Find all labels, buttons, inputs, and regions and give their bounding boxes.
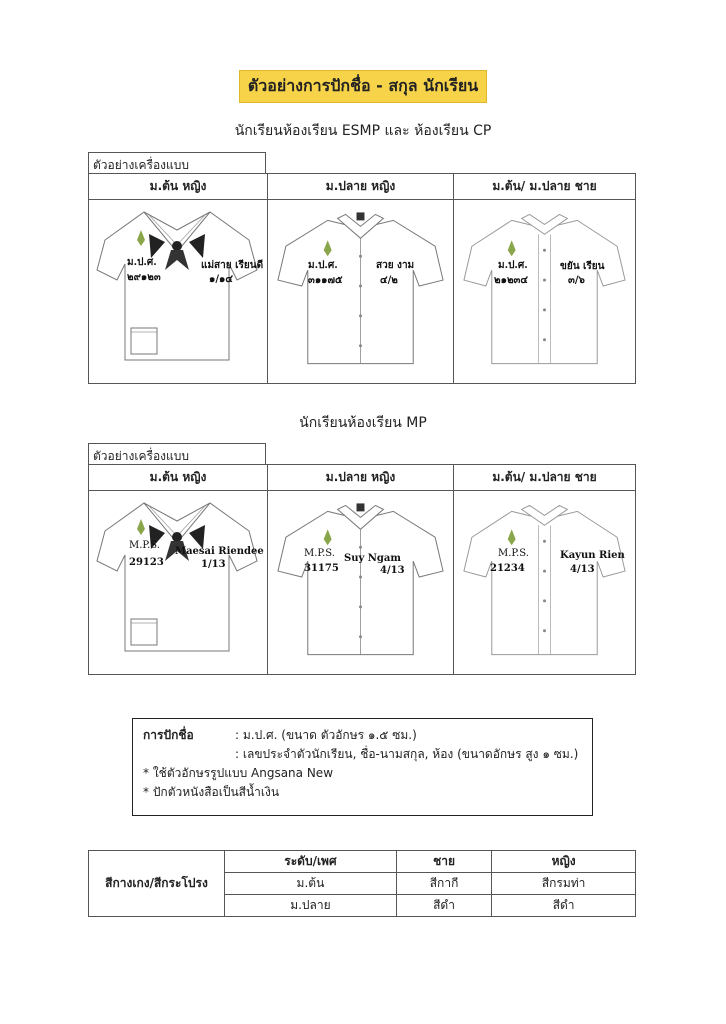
shirt-student-name: Maesai Riendee [175, 546, 264, 557]
section2-col-male: ม.ต้น/ ม.ปลาย ชาย [453, 465, 635, 491]
shirt-room: ๓/๖ [568, 275, 585, 286]
color-table-header-level: ระดับ/เพศ [225, 851, 397, 873]
shirt-room: ๔/๒ [380, 275, 398, 286]
shirt-student-name: Kayun Rien [560, 550, 625, 561]
color-table-header-female: หญิง [492, 851, 636, 873]
male-shirt-illustration [454, 491, 635, 674]
color-table-cell: ม.ปลาย [225, 895, 397, 917]
page-title-wrap [0, 70, 726, 103]
shirt-room: ๑/๑๔ [209, 274, 233, 285]
shirt-room: 4/13 [380, 565, 405, 576]
shirt-student-id: 29123 [129, 557, 164, 568]
section1-shirt-upper-female [267, 200, 453, 383]
section1-shirt-male [453, 200, 635, 383]
shirt-school-abbr: M.P.S. [304, 548, 335, 559]
section2-col-lower-female: ม.ต้น หญิง [89, 465, 267, 491]
shirt-room: 4/13 [570, 564, 595, 575]
section2-col-upper-female: ม.ปลาย หญิง [267, 465, 453, 491]
shirt-student-name: สวย งาม [376, 260, 415, 271]
shirt-student-id: ๒๑๒๓๔ [494, 275, 528, 286]
shirt-student-id: ๒๙๑๒๓ [127, 272, 161, 283]
pants-skirt-color-table [88, 850, 636, 917]
embroidery-line-details: : เลขประจำตัวนักเรียน, ชื่อ-นามสกุล, ห้อง (ขนาดอักษร สูง ๑ ซม.) [235, 747, 579, 761]
section1-col-lower-female: ม.ต้น หญิง [89, 174, 267, 200]
color-table-cell: สีดำ [396, 895, 491, 917]
color-table-cell: สีดำ [492, 895, 636, 917]
embroidery-line-school: : ม.ป.ศ. (ขนาด ตัวอักษร ๑.๕ ซม.) [235, 728, 417, 742]
shirt-school-abbr: ม.ป.ศ. [308, 260, 338, 271]
male-shirt-illustration [454, 200, 635, 383]
section2-shirt-upper-female [267, 491, 453, 674]
section1-label: ตัวอย่างเครื่องแบบ [88, 152, 266, 173]
shirt-student-id: ๓๑๑๗๕ [308, 275, 343, 286]
section1-heading: นักเรียนห้องเรียน ESMP และ ห้องเรียน CP [234, 123, 492, 139]
color-table-row-label: สีกางเกง/สีกระโปรง [89, 851, 225, 917]
section1-col-upper-female: ม.ปลาย หญิง [267, 174, 453, 200]
section1-uniform-table [88, 152, 636, 384]
color-table-cell: ม.ต้น [225, 873, 397, 895]
shirt-school-abbr: M.P.S. [498, 548, 529, 559]
shirt-student-name: แม่สาย เรียนดี [201, 260, 264, 271]
embroidery-info-box [132, 718, 593, 816]
shirt-school-abbr: ม.ป.ศ. [498, 260, 528, 271]
section1-shirt-lower-female [89, 200, 267, 383]
embroidery-label: การปักชื่อ [143, 728, 194, 742]
shirt-room: 1/13 [201, 559, 226, 570]
shirt-student-name: Suy Ngam [344, 553, 401, 564]
section2-heading: นักเรียนห้องเรียน MP [299, 415, 427, 431]
color-table-header-male: ชาย [396, 851, 491, 873]
shirt-school-abbr: ม.ป.ศ. [127, 257, 157, 268]
collared-blouse-illustration [268, 491, 453, 674]
shirt-student-id: 31175 [304, 563, 339, 574]
shirt-school-abbr: M.P.S. [129, 540, 160, 551]
embroidery-note-color: * ปักตัวหนังสือเป็นสีน้ำเงิน [143, 785, 280, 799]
embroidery-note-font: * ใช้ตัวอักษรรูปแบบ Angsana New [143, 766, 334, 780]
section1-col-male: ม.ต้น/ ม.ปลาย ชาย [453, 174, 635, 200]
page-title: ตัวอย่างการปักชื่อ - สกุล นักเรียน [239, 70, 487, 103]
shirt-student-id: 21234 [490, 563, 525, 574]
sailor-blouse-illustration [89, 200, 267, 383]
color-table-cell: สีกรมท่า [492, 873, 636, 895]
collared-blouse-illustration [268, 200, 453, 383]
section2-shirt-male [453, 491, 635, 674]
color-table-cell: สีกากี [396, 873, 491, 895]
section2-shirt-lower-female [89, 491, 267, 674]
shirt-student-name: ขยัน เรียน [560, 261, 605, 272]
section2-uniform-table [88, 443, 636, 675]
section2-label: ตัวอย่างเครื่องแบบ [88, 443, 266, 464]
sailor-blouse-illustration [89, 491, 267, 674]
